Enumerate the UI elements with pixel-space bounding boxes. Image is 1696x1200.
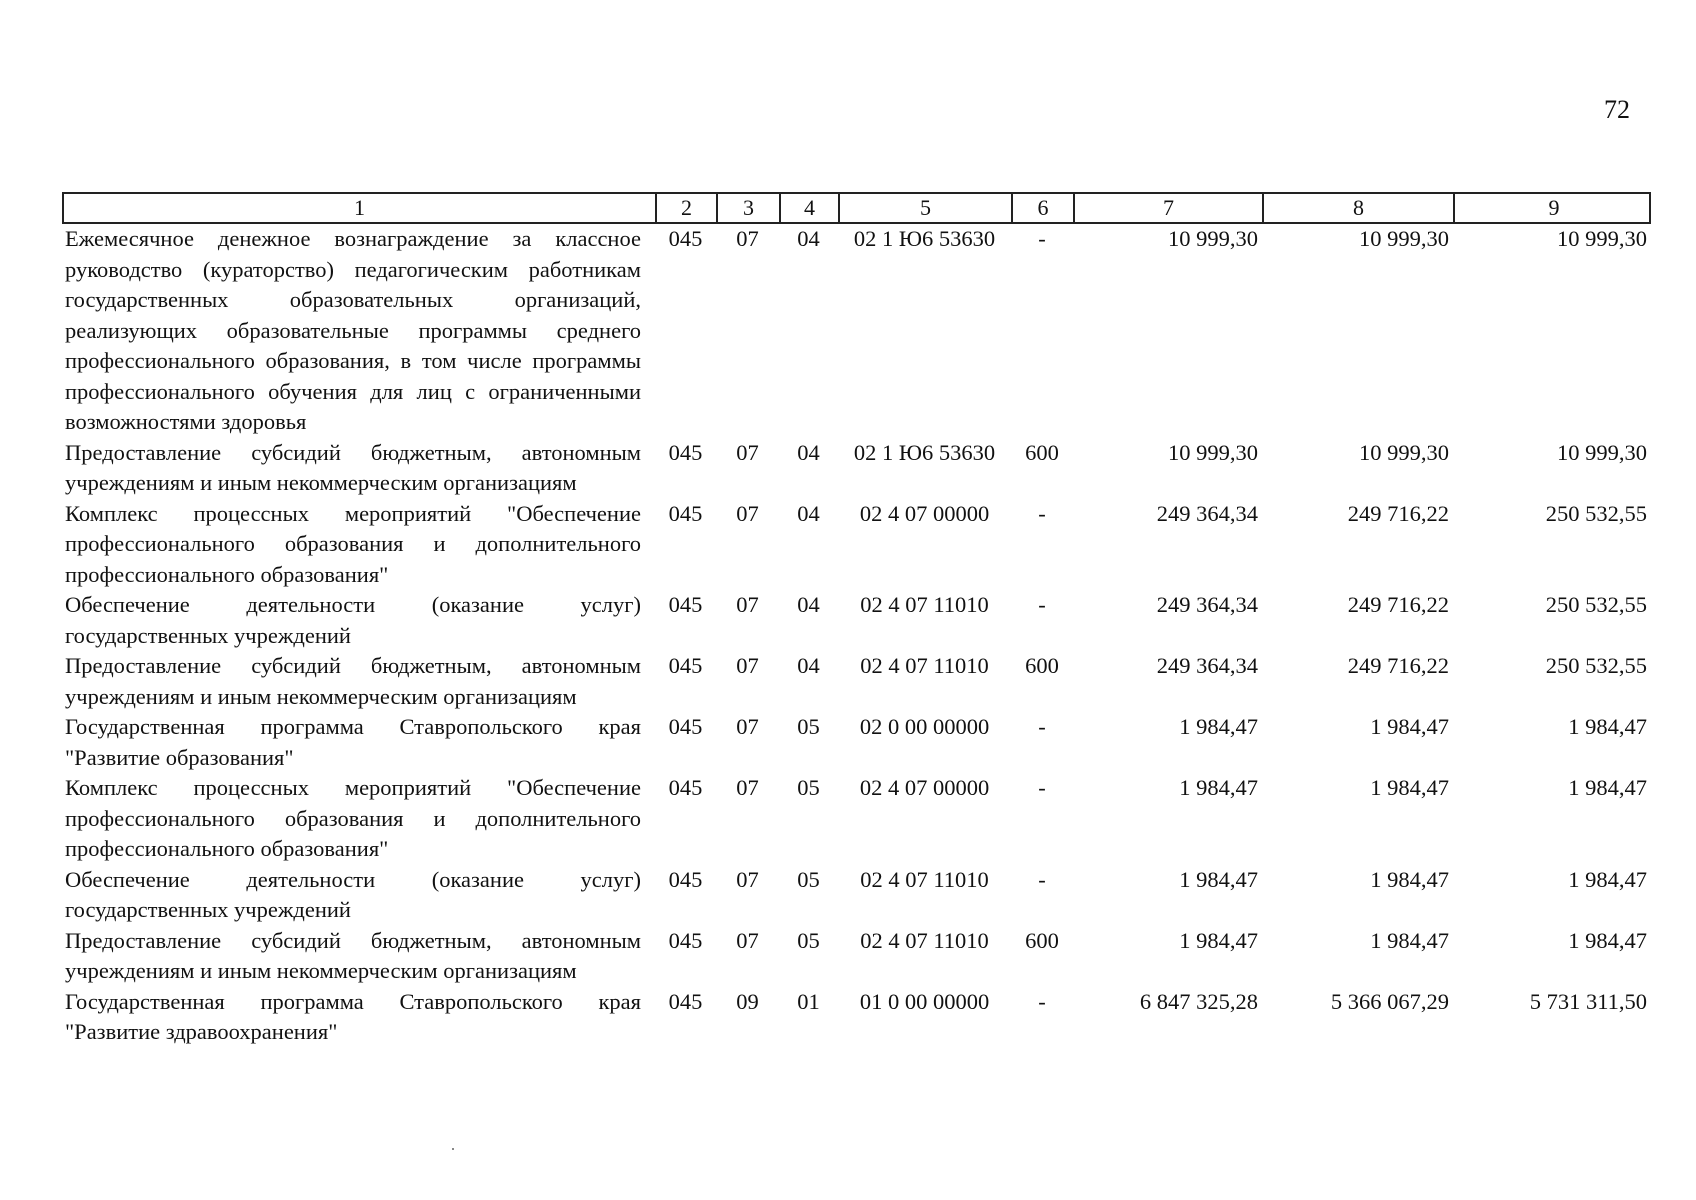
table-row — [62, 773, 1651, 865]
cell-admin-code: 045 — [668, 653, 703, 678]
header-cell: 9 — [1548, 195, 1560, 220]
cell-target-article: 02 1 Ю6 53630 — [853, 226, 996, 251]
row-name: Ежемесячное денежное вознаграждение за классное руководство (кураторство) педагогическим работникам государственных образовательных организаций, реализующих образовательные программы среднего профессионального образования, в том числе программы профессионального обучения для лиц с ограниченными возможностями здоровья — [65, 226, 641, 434]
cell-target-article: 01 0 00 00000 — [859, 988, 990, 1014]
cell-amount-9: 5 731 311,50 — [1529, 988, 1647, 1014]
cell-admin-code: 045 — [668, 775, 703, 800]
cell-expense-type: - — [1038, 226, 1046, 251]
cell-amount-8: 5 366 067,29 — [1330, 988, 1449, 1014]
cell-amount-8: 249 716,22 — [1347, 592, 1449, 617]
cell-admin-code: 045 — [668, 500, 703, 526]
table-row — [62, 712, 1651, 773]
cell-subsection: 04 — [797, 653, 820, 678]
cell-amount-7: 6 847 325,28 — [1139, 988, 1258, 1014]
cell-amount-9: 1 984,47 — [1568, 714, 1647, 739]
row-name: Предоставление субсидий бюджетным, автономным учреждениям и иным некоммерческим организациям — [65, 439, 641, 495]
cell-expense-type: 600 — [1025, 927, 1059, 953]
cell-amount-9: 10 999,30 — [1557, 226, 1647, 251]
scan-speck — [452, 1148, 454, 1150]
cell-amount-7: 249 364,34 — [1156, 500, 1258, 526]
row-name: Предоставление субсидий бюджетным, автономным учреждениям и иным некоммерческим организациям — [65, 927, 641, 983]
cell-target-article: 02 4 07 11010 — [860, 927, 989, 953]
cell-subsection: 05 — [797, 714, 820, 739]
header-cell: 8 — [1264, 194, 1455, 222]
table-row — [62, 438, 1651, 499]
cell-section: 07 — [736, 592, 759, 617]
cell-target-article: 02 4 07 11010 — [860, 592, 989, 617]
table-row — [62, 224, 1651, 438]
cell-section: 07 — [736, 226, 759, 251]
row-name: Комплекс процессных мероприятий "Обеспечение профессионального образования и дополнительного профессионального образования" — [65, 500, 641, 587]
page-number: 72 — [1604, 95, 1630, 124]
header-cell: 4 — [781, 194, 840, 222]
cell-subsection: 04 — [797, 500, 820, 526]
cell-section: 07 — [736, 439, 759, 465]
cell-target-article: 02 4 07 00000 — [859, 775, 990, 800]
header-cell: 5 — [840, 194, 1013, 222]
cell-amount-7: 10 999,30 — [1168, 439, 1258, 465]
table-row — [62, 865, 1651, 926]
cell-section: 07 — [736, 866, 759, 892]
cell-amount-9: 250 532,55 — [1545, 500, 1647, 526]
header-cell: 1 — [64, 194, 657, 222]
cell-admin-code: 045 — [668, 592, 703, 617]
cell-amount-7: 1 984,47 — [1179, 714, 1258, 739]
cell-subsection: 01 — [797, 988, 820, 1014]
cell-amount-8: 10 999,30 — [1359, 226, 1449, 251]
cell-subsection: 05 — [797, 866, 820, 892]
cell-expense-type: 600 — [1025, 439, 1059, 465]
row-name: Государственная программа Ставропольского края "Развитие здравоохранения" — [65, 988, 641, 1044]
cell-section: 09 — [736, 988, 759, 1014]
row-name: Обеспечение деятельности (оказание услуг) государственных учреждений — [65, 592, 641, 648]
header-cell: 6 — [1013, 194, 1075, 222]
cell-amount-8: 1 984,47 — [1370, 775, 1449, 800]
cell-amount-7: 1 984,47 — [1179, 927, 1258, 953]
header-cell: 7 — [1075, 194, 1264, 222]
cell-amount-7: 249 364,34 — [1156, 653, 1258, 678]
cell-amount-9: 250 532,55 — [1545, 592, 1647, 617]
table-row — [62, 987, 1651, 1048]
cell-subsection: 04 — [797, 592, 820, 617]
header-cell: 3 — [718, 194, 781, 222]
cell-target-article: 02 4 07 11010 — [860, 653, 989, 678]
table-row — [62, 926, 1651, 987]
cell-amount-9: 250 532,55 — [1545, 653, 1647, 678]
cell-admin-code: 045 — [668, 714, 703, 739]
cell-subsection: 04 — [797, 439, 820, 465]
cell-section: 07 — [736, 775, 759, 800]
cell-amount-7: 10 999,30 — [1168, 226, 1258, 251]
cell-section: 07 — [736, 653, 759, 678]
cell-subsection: 05 — [797, 775, 820, 800]
cell-admin-code: 045 — [668, 226, 703, 251]
cell-target-article: 02 4 07 00000 — [859, 500, 990, 526]
cell-amount-8: 1 984,47 — [1370, 927, 1449, 953]
cell-admin-code: 045 — [668, 927, 703, 953]
cell-section: 07 — [736, 714, 759, 739]
row-name: Государственная программа Ставропольского края "Развитие образования" — [65, 714, 641, 770]
cell-amount-9: 1 984,47 — [1568, 866, 1647, 892]
table-row — [62, 651, 1651, 712]
table-row — [62, 499, 1651, 591]
cell-amount-8: 10 999,30 — [1359, 439, 1449, 465]
cell-expense-type: - — [1038, 500, 1046, 526]
table-body — [62, 224, 1651, 1048]
cell-subsection: 04 — [797, 226, 820, 251]
row-name: Обеспечение деятельности (оказание услуг) государственных учреждений — [65, 866, 641, 922]
cell-expense-type: - — [1038, 866, 1046, 892]
row-name: Предоставление субсидий бюджетным, автономным учреждениям и иным некоммерческим организациям — [65, 653, 641, 709]
header-cell: 2 — [657, 194, 718, 222]
cell-target-article: 02 0 00 00000 — [859, 714, 990, 739]
cell-expense-type: - — [1038, 714, 1046, 739]
cell-amount-8: 249 716,22 — [1347, 653, 1449, 678]
cell-amount-7: 249 364,34 — [1156, 592, 1258, 617]
cell-expense-type: 600 — [1025, 653, 1059, 678]
table-header — [62, 192, 1651, 224]
cell-amount-8: 1 984,47 — [1370, 714, 1449, 739]
cell-target-article: 02 4 07 11010 — [860, 866, 989, 892]
cell-amount-9: 10 999,30 — [1557, 439, 1647, 465]
cell-amount-9: 1 984,47 — [1568, 927, 1647, 953]
row-name: Комплекс процессных мероприятий "Обеспечение профессионального образования и дополнительного профессионального образования" — [65, 775, 641, 861]
cell-amount-7: 1 984,47 — [1179, 775, 1258, 800]
cell-admin-code: 045 — [668, 866, 703, 892]
cell-amount-8: 249 716,22 — [1347, 500, 1449, 526]
cell-expense-type: - — [1038, 988, 1046, 1014]
table-row — [62, 590, 1651, 651]
cell-expense-type: - — [1038, 775, 1046, 800]
cell-amount-8: 1 984,47 — [1370, 866, 1449, 892]
cell-admin-code: 045 — [668, 988, 703, 1014]
cell-admin-code: 045 — [668, 439, 703, 465]
cell-subsection: 05 — [797, 927, 820, 953]
cell-expense-type: - — [1038, 592, 1046, 617]
cell-section: 07 — [736, 927, 759, 953]
cell-amount-9: 1 984,47 — [1568, 775, 1647, 800]
cell-target-article: 02 1 Ю6 53630 — [853, 439, 996, 465]
cell-amount-7: 1 984,47 — [1179, 866, 1258, 892]
cell-section: 07 — [736, 500, 759, 526]
